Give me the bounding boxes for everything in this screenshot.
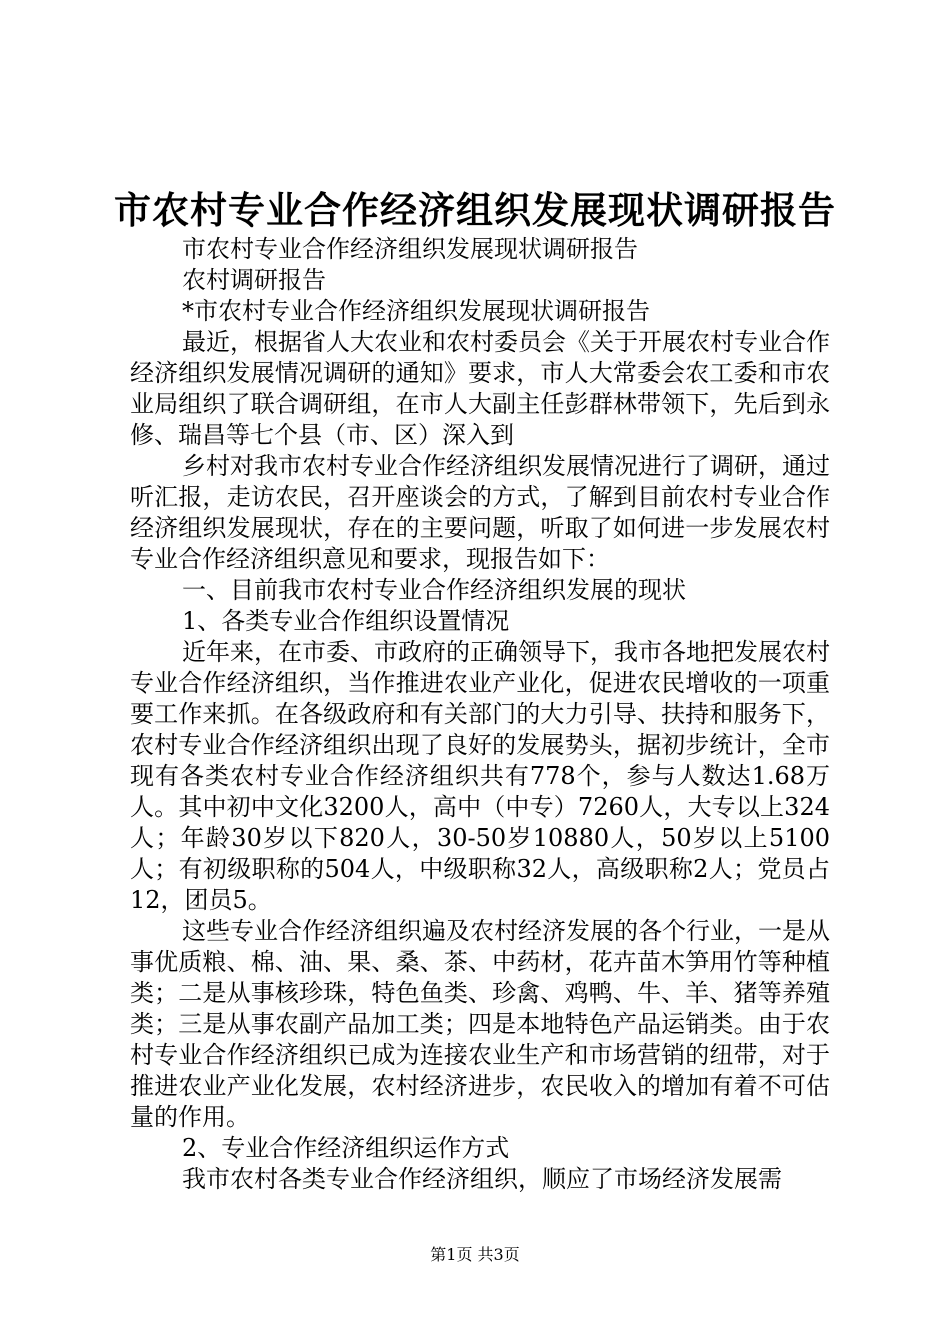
document-title: 市农村专业合作经济组织发展现状调研报告 (114, 188, 836, 232)
paragraph: 乡村对我市农村专业合作经济组织发展情况进行了调研，通过听汇报，走访农民，召开座谈会的方式，了解到目前农村专业合作经济组织发展现状，存在的主要问题，听取了如何进一步发展农村专业合作经济组织意见和要求，现报告如下： (130, 452, 830, 573)
paragraph: 最近，根据省人大农业和农村委员会《关于开展农村专业合作经济组织发展情况调研的通知》要求，市人大常委会农工委和市农业局组织了联合调研组，在市人大副主任彭群林带领下，先后到永修、瑞昌等七个县（市、区）深入到 (130, 328, 830, 449)
paragraph: 我市农村各类专业合作经济组织，顺应了市场经济发展需 (182, 1165, 782, 1193)
paragraph: 近年来，在市委、市政府的正确领导下，我市各地把发展农村专业合作经济组织，当作推进农业产业化，促进农民增收的一项重要工作来抓。在各级政府和有关部门的大力引导、扶持和服务下，农村专业合作经济组织出现了良好的发展势头，据初步统计，全市现有各类农村专业合作经济组织共有778个，参与人数达1.68万人。其中初中文化3200人，高中（中专）7260人，大专以上324人；年龄30岁以下820人，30-50岁10880人，50岁以上5100人；有初级职称的504人，中级职称32人，高级职称2人；党员占12，团员5。 (130, 638, 830, 914)
subsection-heading: 2、专业合作经济组织运作方式 (182, 1134, 510, 1162)
paragraph: 农村调研报告 (182, 266, 326, 294)
page-footer: 第1页 共3页 (430, 1245, 520, 1264)
paragraph: 市农村专业合作经济组织发展现状调研报告 (182, 235, 638, 263)
section-heading: 一、目前我市农村专业合作经济组织发展的现状 (182, 576, 686, 604)
paragraph: 这些专业合作经济组织遍及农村经济发展的各个行业，一是从事优质粮、棉、油、果、桑、茶、中药材，花卉苗木笋用竹等种植类；二是从事核珍珠，特色鱼类、珍禽、鸡鸭、牛、羊、猪等养殖类；三是从事农副产品加工类；四是本地特色产品运销类。由于农村专业合作经济组织已成为连接农业生产和市场营销的纽带，对于推进农业产业化发展，农村经济进步，农民收入的增加有着不可估量的作用。 (130, 917, 830, 1131)
paragraph: *市农村专业合作经济组织发展现状调研报告 (182, 297, 650, 325)
subsection-heading: 1、各类专业合作组织设置情况 (182, 607, 510, 635)
document-body (130, 234, 830, 1195)
